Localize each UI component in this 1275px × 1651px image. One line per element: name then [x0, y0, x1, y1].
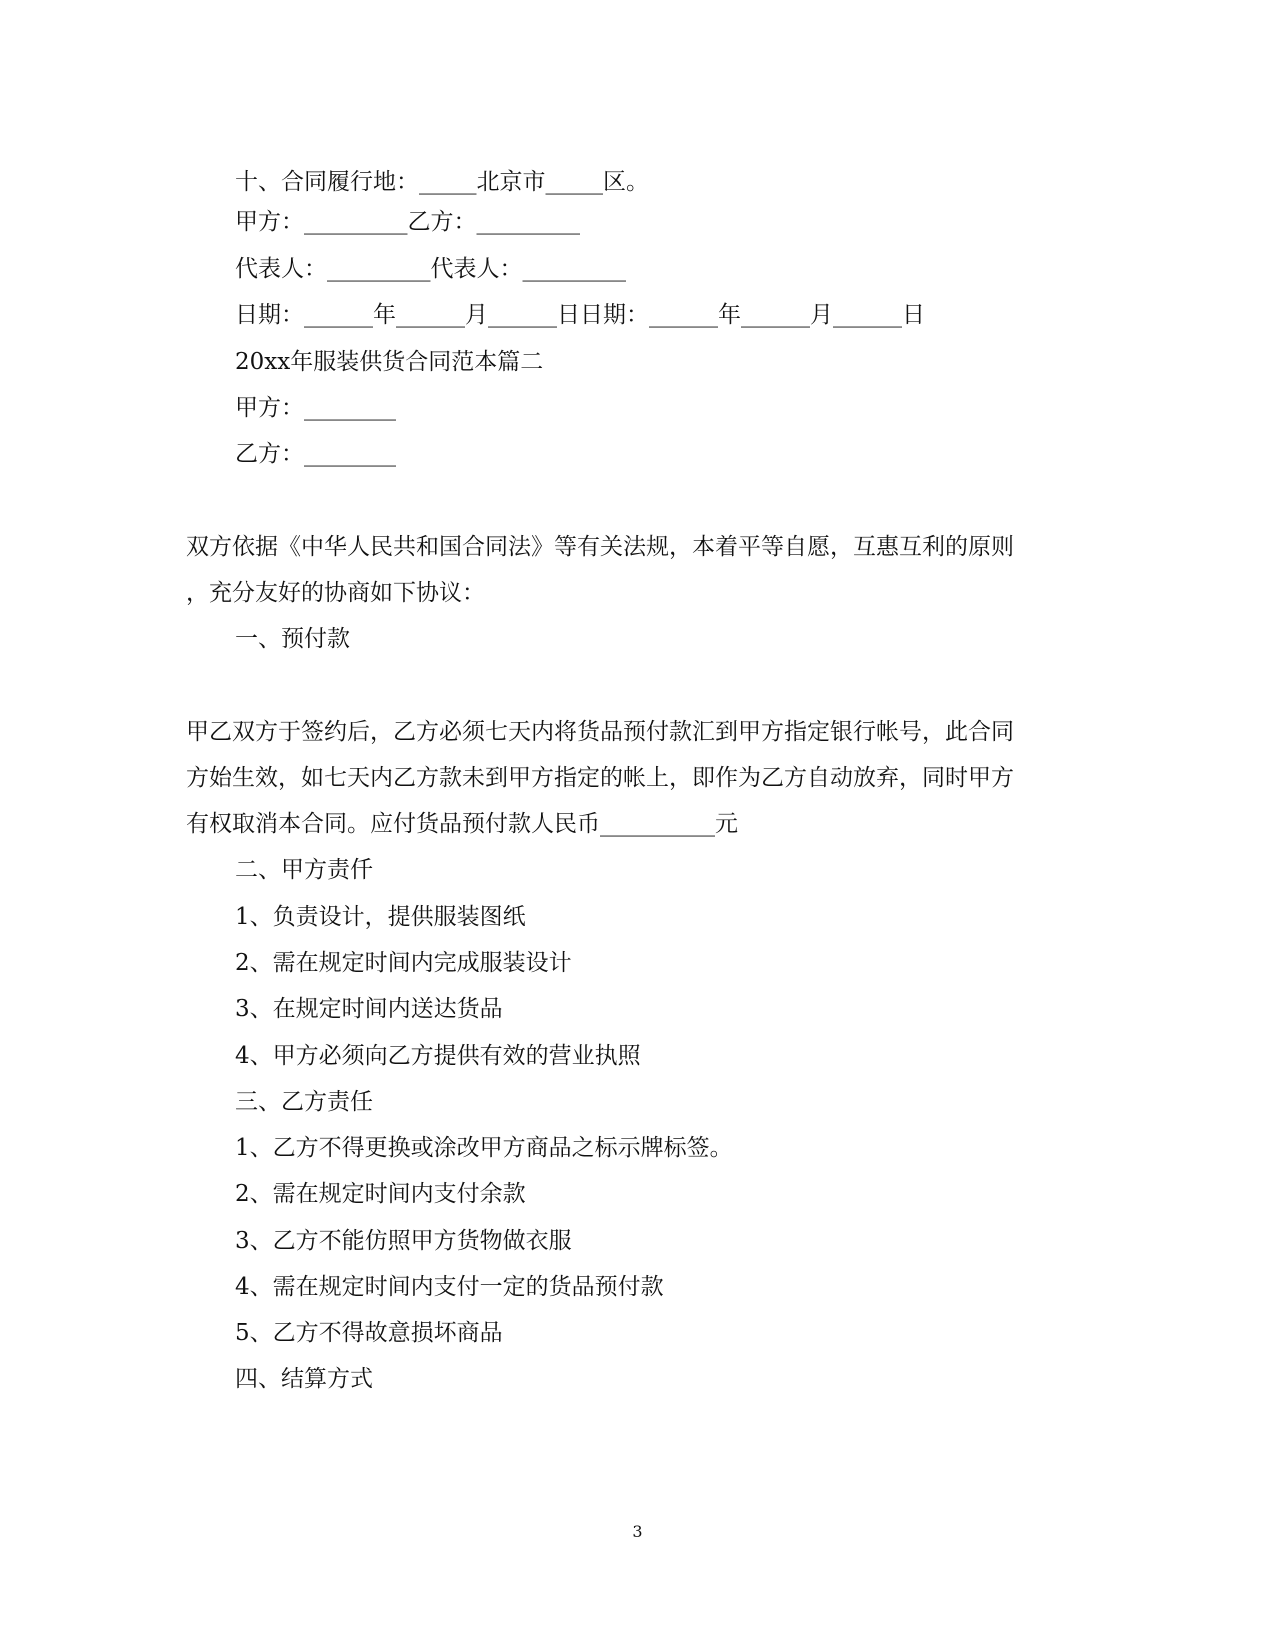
heading-party-b-duties: 三、乙方责任: [235, 1089, 373, 1115]
party-b-duty-5: 5、乙方不得故意损坏商品: [235, 1320, 503, 1346]
party-a-duty-1: 1、负责设计，提供服装图纸: [235, 904, 526, 930]
party-a-duty-4: 4、甲方必须向乙方提供有效的营业执照: [235, 1043, 641, 1069]
prepayment-paragraph-line-2: 方始生效，如七天内乙方款未到甲方指定的帐上，即作为乙方自动放弃，同时甲方: [186, 765, 1014, 791]
page-number: 3: [632, 1522, 643, 1541]
prepayment-paragraph-line-3: 有权取消本合同。应付货品预付款人民币__________元: [186, 811, 738, 837]
heading-prepayment: 一、预付款: [235, 626, 350, 652]
date-line: 日期：______年______月______日日期：______年______月______日: [235, 302, 925, 328]
party-a-duty-2: 2、需在规定时间内完成服装设计: [235, 950, 572, 976]
heading-party-a-duties: 二、甲方责仟: [235, 857, 373, 883]
party-b-duty-4: 4、需在规定时间内支付一定的货品预付款: [235, 1274, 664, 1300]
section-title-part-two: 20xx年服装供货合同范本篇二: [235, 349, 544, 375]
party-b-duty-2: 2、需在规定时间内支付余款: [235, 1181, 526, 1207]
representative-line: 代表人：_________代表人：_________: [235, 256, 626, 282]
party-a-party-b-line: 甲方：_________乙方：_________: [235, 209, 580, 235]
party-b-line: 乙方：________: [235, 441, 396, 467]
prepayment-paragraph-line-1: 甲乙双方于签约后，乙方必须七天内将货品预付款汇到甲方指定银行帐号，此合同: [186, 719, 1014, 745]
party-b-duty-3: 3、乙方不能仿照甲方货物做衣服: [235, 1228, 572, 1254]
preamble-line-2: ，充分友好的协商如下协议：: [186, 580, 485, 606]
party-b-duty-1: 1、乙方不得更换或涂改甲方商品之标示牌标签。: [235, 1135, 733, 1161]
heading-settlement-method: 四、结算方式: [235, 1366, 373, 1392]
clause-ten-place-of-performance: 十、合同履行地：_____北京市_____区。: [235, 169, 649, 195]
party-a-duty-3: 3、在规定时间内送达货品: [235, 996, 503, 1022]
preamble-line-1: 双方依据《中华人民共和国合同法》等有关法规，本着平等自愿，互惠互利的原则: [186, 534, 1014, 560]
party-a-line: 甲方：________: [235, 395, 396, 421]
